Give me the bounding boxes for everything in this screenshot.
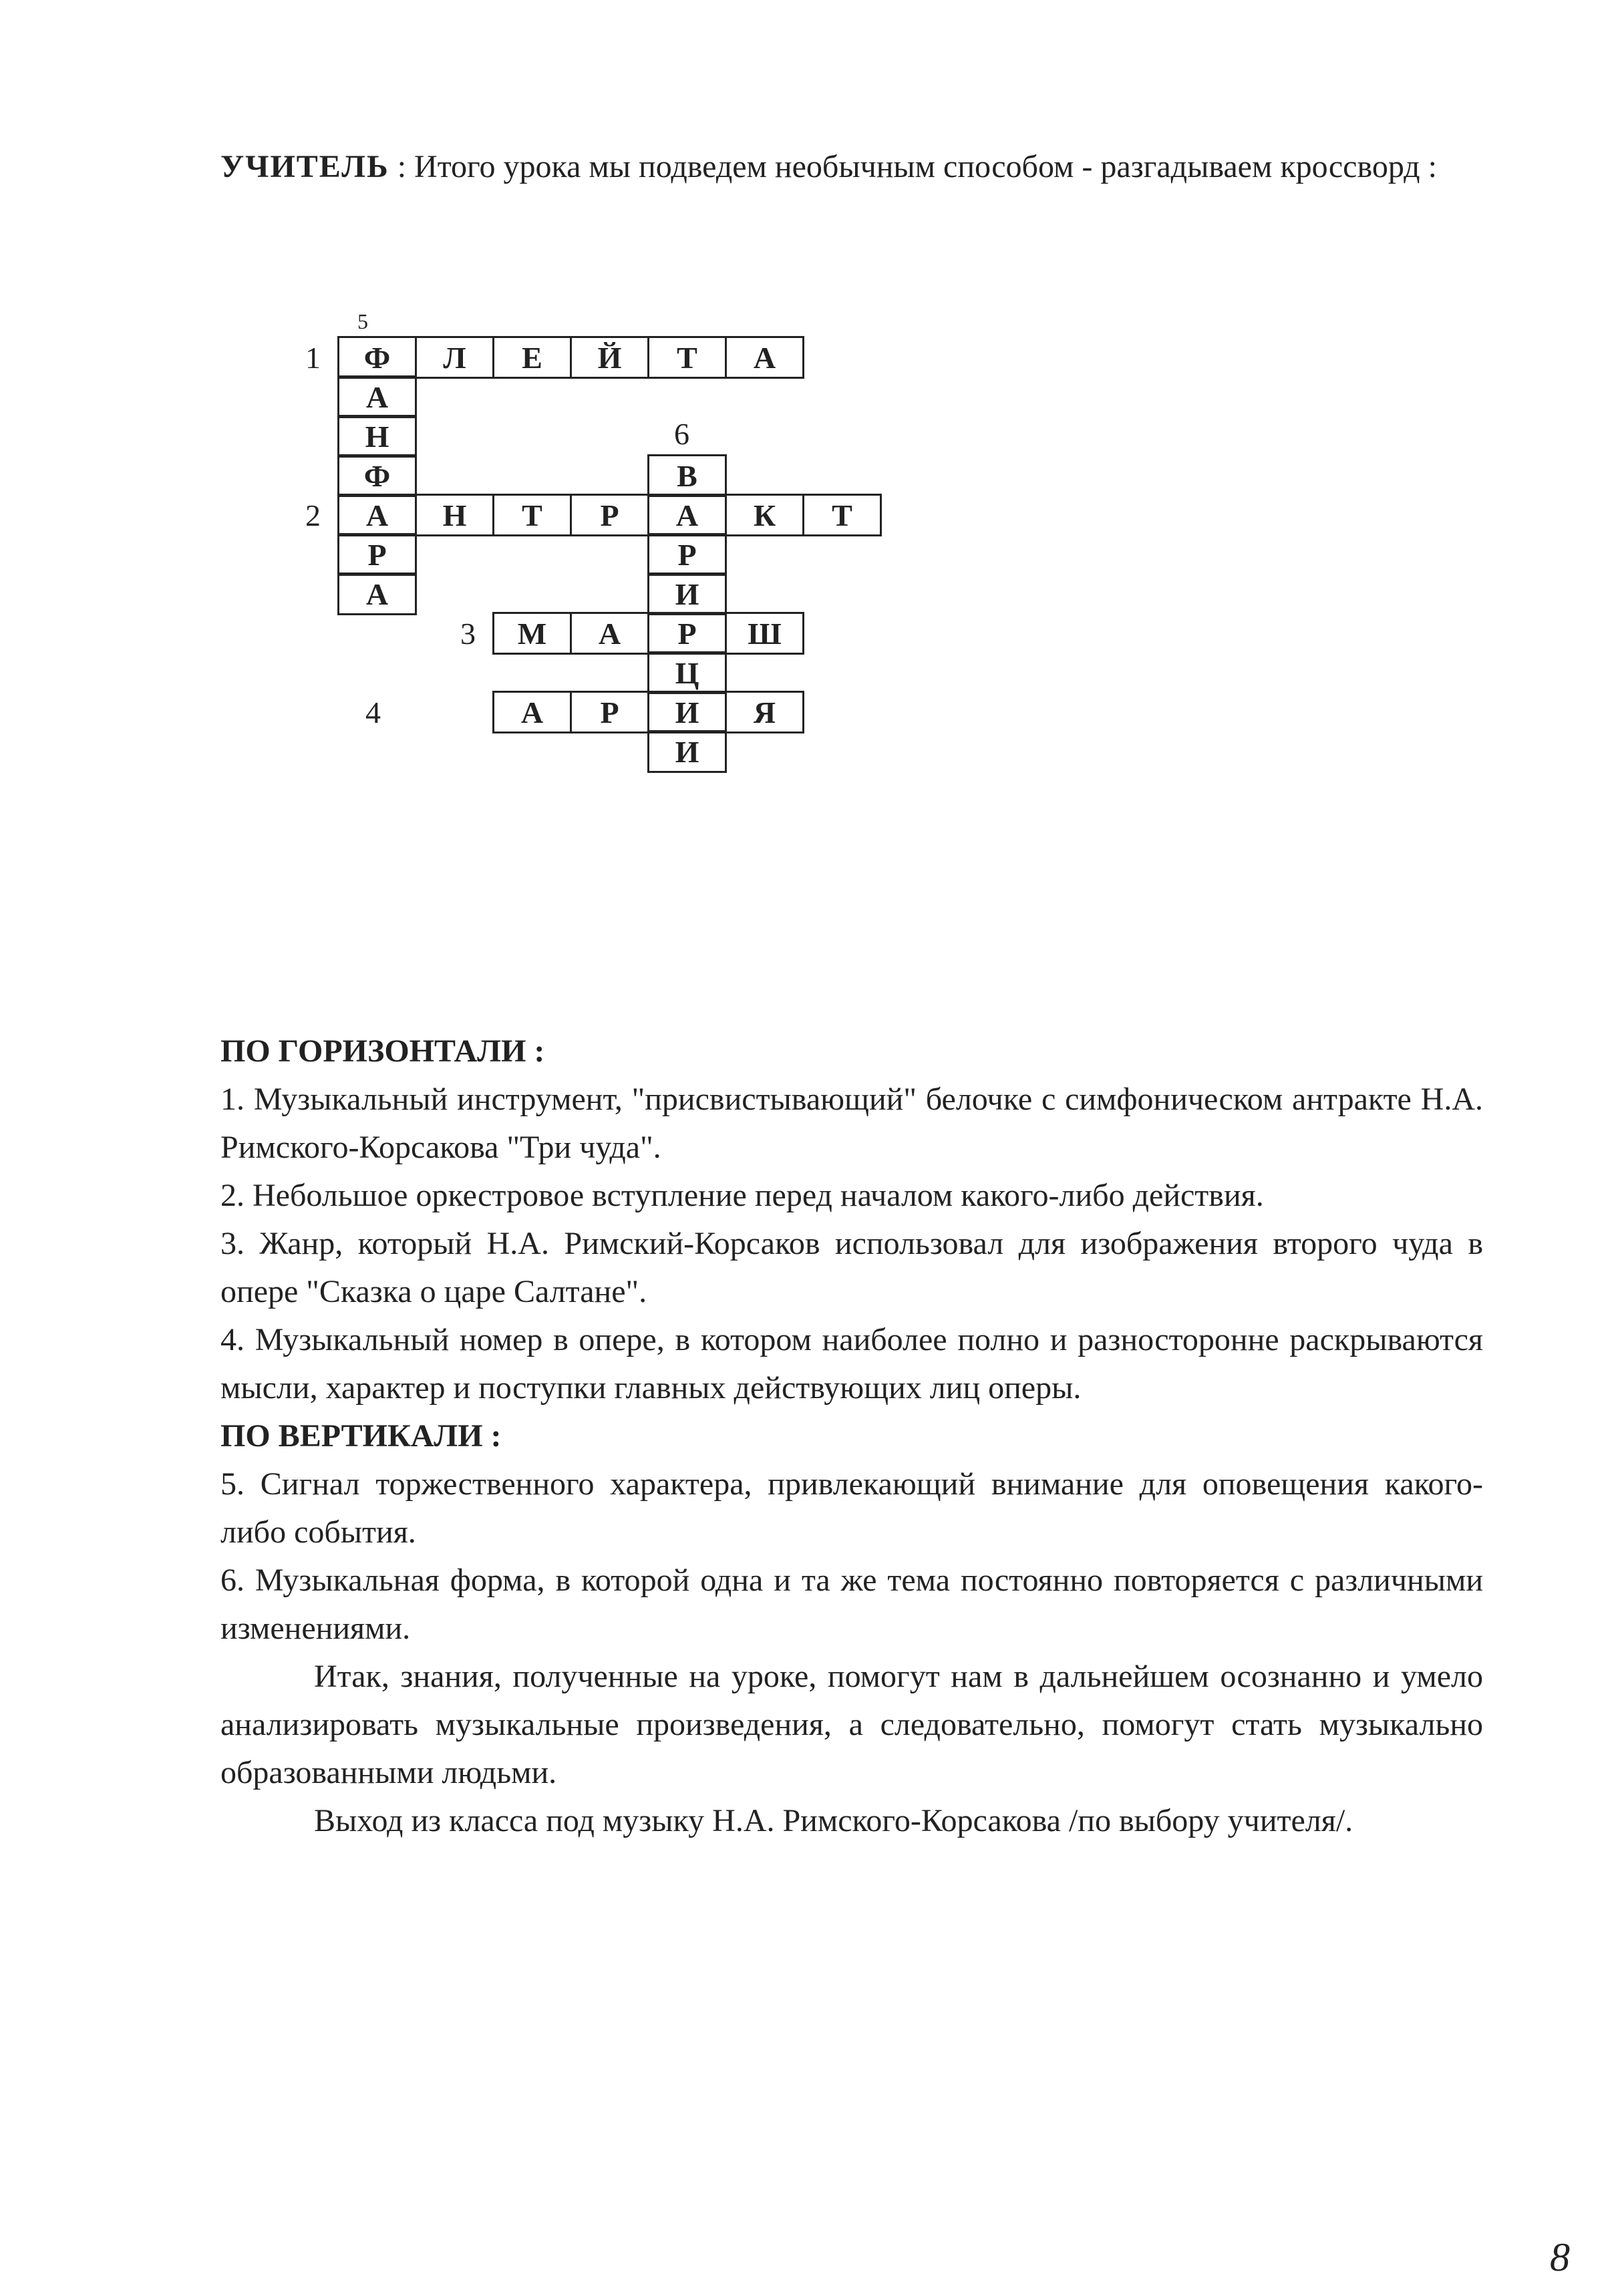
crossword-cell: В — [647, 454, 727, 497]
crossword-number: 6 — [674, 417, 689, 451]
crossword-cell: Т — [647, 336, 727, 379]
crossword-cell: Е — [492, 336, 572, 379]
down-clue-5: 5. Сигнал торжественного характера, привлекающий внимание для оповещения какого-либо события. — [220, 1466, 1483, 1550]
crossword-cell: К — [725, 494, 804, 536]
clues-section — [220, 1027, 1483, 1845]
crossword-cell: А — [725, 336, 804, 379]
crossword-cell: М — [492, 612, 572, 655]
crossword-cell: Н — [415, 494, 494, 536]
across-clue-4: 4. Музыкальный номер в опере, в котором наиболее полно и разносторонне раскрываются мысли, характер и поступки главных действующих лиц оперы. — [220, 1322, 1483, 1406]
crossword-cell: Р — [647, 612, 727, 655]
crossword-cell: И — [647, 730, 727, 773]
crossword-number: 4 — [365, 695, 381, 729]
crossword-cell: А — [337, 572, 417, 615]
intro-text: : Итого урока мы подведем необычным способом - разгадываем кроссворд : — [389, 149, 1437, 184]
crossword-cell: Р — [570, 691, 649, 733]
crossword-cell: А — [492, 691, 572, 733]
down-heading: ПО ВЕРТИКАЛИ : — [220, 1418, 502, 1454]
crossword-cell: Ц — [647, 651, 727, 694]
crossword-cell: Ф — [337, 336, 417, 379]
crossword-cell: Р — [570, 494, 649, 536]
page-number: 8 — [1550, 2235, 1570, 2279]
crossword-cell: Ф — [337, 454, 417, 497]
across-heading: ПО ГОРИЗОНТАЛИ : — [220, 1033, 545, 1069]
crossword-cell: Н — [337, 415, 417, 458]
crossword-number: 5 — [357, 309, 368, 333]
crossword-cell: Р — [647, 533, 727, 576]
crossword-cell: Я — [725, 691, 804, 733]
teacher-label: УЧИТЕЛЬ — [220, 149, 389, 184]
crossword-number: 3 — [460, 617, 476, 651]
crossword-cell: Й — [570, 336, 649, 379]
crossword-cell: А — [337, 375, 417, 418]
crossword-cell: А — [570, 612, 649, 655]
crossword-cell: И — [647, 572, 727, 615]
crossword-cell: Ш — [725, 612, 804, 655]
down-clue-6: 6. Музыкальная форма, в которой одна и та же тема постоянно повторяется с различными изменениями. — [220, 1563, 1483, 1646]
across-clue-3: 3. Жанр, который Н.А. Римский-Корсаков использовал для изображения второго чуда в опере "Сказка о царе Салтане". — [220, 1226, 1483, 1309]
across-clue-1: 1. Музыкальный инструмент, "присвистывающий" белочке с симфоническом антракте Н.А. Римского-Корсакова "Три чуда". — [220, 1082, 1483, 1165]
intro-paragraph — [220, 137, 1483, 197]
crossword-number: 1 — [305, 341, 321, 375]
closing-paragraph-2: Выход из класса под музыку Н.А. Римского-Корсакова /по выбору учителя/. — [314, 1803, 1353, 1838]
across-clue-2: 2. Небольшое оркестровое вступление перед началом какого-либо действия. — [220, 1178, 1264, 1213]
crossword-cell: А — [337, 494, 417, 536]
crossword-cell: Л — [415, 336, 494, 379]
crossword-cell: И — [647, 691, 727, 733]
closing-paragraph-1: Итак, знания, полученные на уроке, помогут нам в дальнейшем осознанно и умело анализировать музыкальные произведения, а следовательно, помогут стать музыкально образованными людьми. — [220, 1659, 1483, 1790]
crossword-cell: А — [647, 494, 727, 536]
crossword-cell: Т — [802, 494, 882, 536]
crossword-number: 2 — [305, 498, 321, 532]
crossword-cell: Р — [337, 533, 417, 576]
crossword-cell: Т — [492, 494, 572, 536]
